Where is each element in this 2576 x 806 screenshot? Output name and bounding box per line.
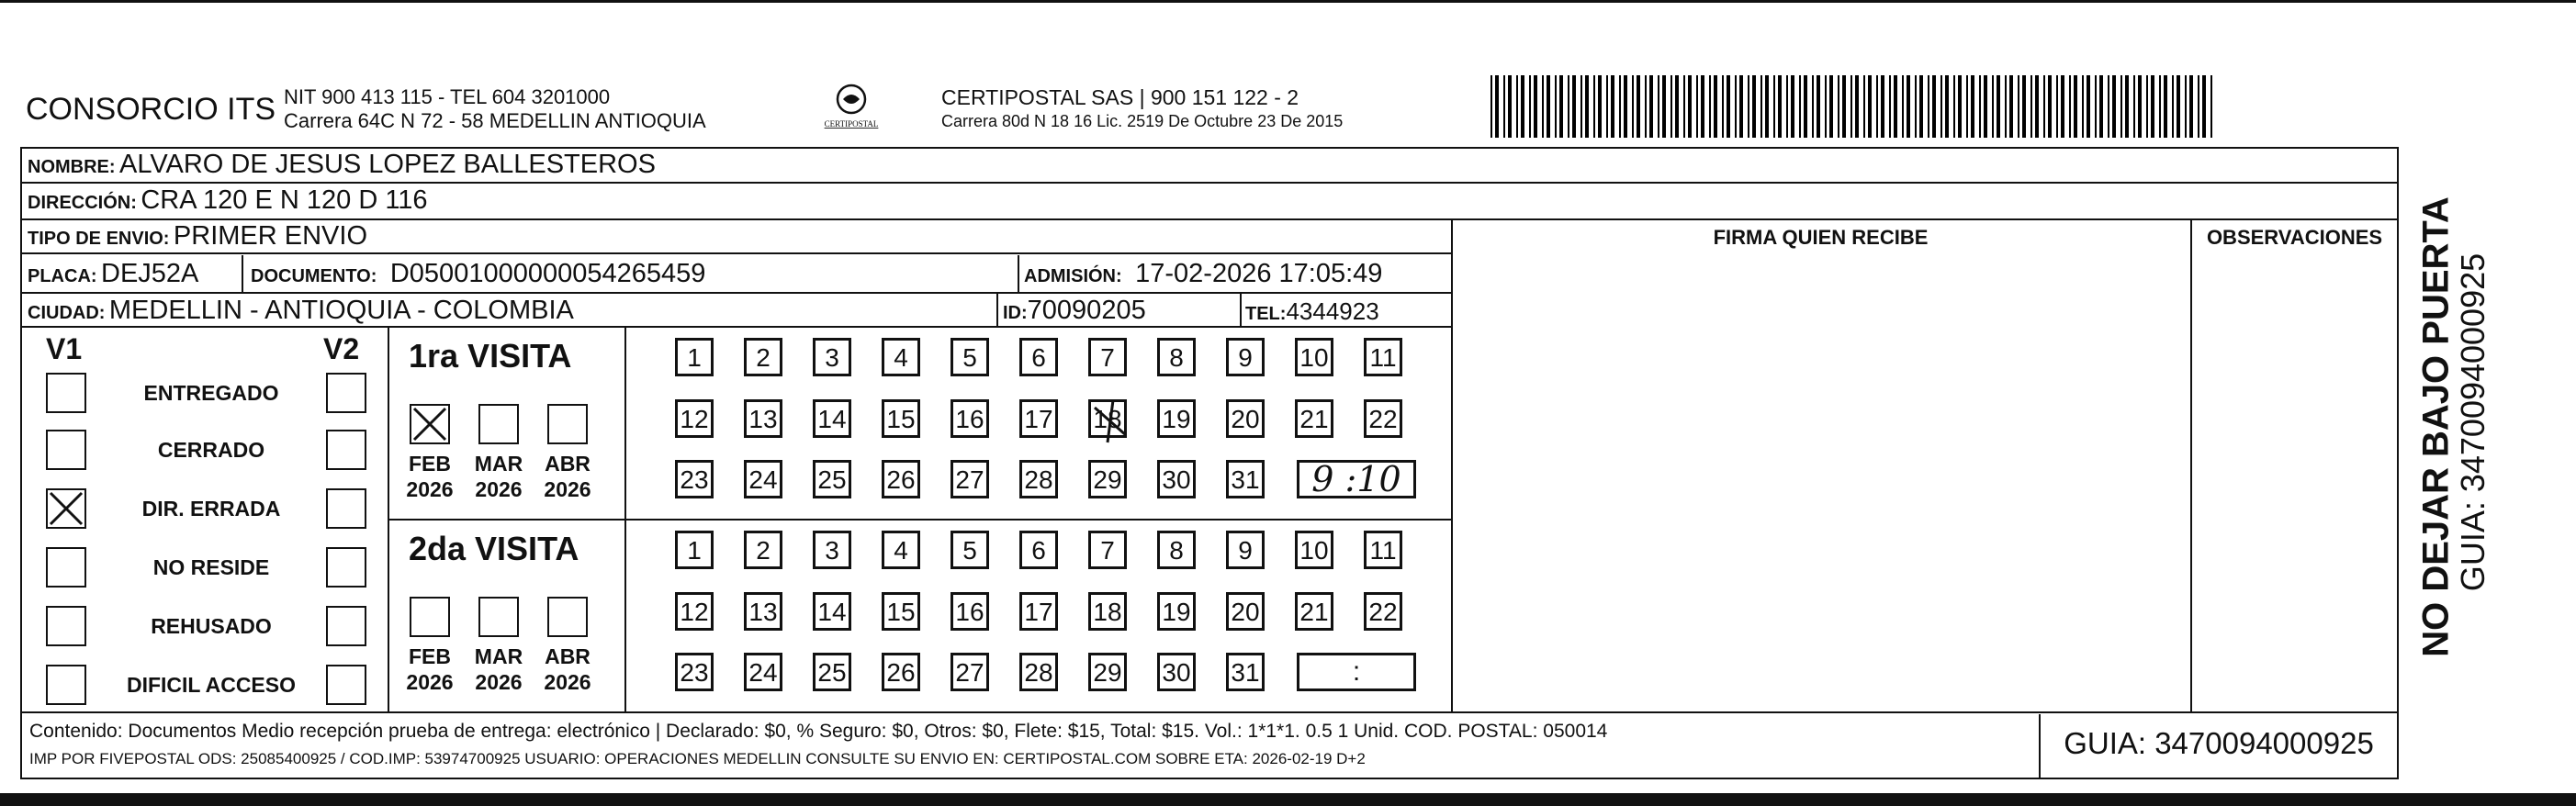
day-box[interactable]: 3 — [813, 531, 851, 569]
v1-checkbox[interactable] — [46, 606, 86, 646]
barcode-bar — [1958, 75, 1962, 138]
day-box[interactable]: 31 — [1226, 653, 1265, 691]
day-box[interactable]: 28 — [1019, 653, 1058, 691]
barcode-bar — [1529, 75, 1531, 138]
side-no-dejar: NO DEJAR BAJO PUERTA — [2415, 196, 2457, 657]
day-box[interactable]: 1 — [675, 531, 714, 569]
barcode-bar — [1907, 75, 1910, 138]
barcode-bar — [1722, 75, 1724, 138]
barcode-bar — [1902, 75, 1904, 138]
rule — [1240, 292, 1242, 326]
barcode-bar — [2074, 75, 2077, 138]
observaciones-header: OBSERVACIONES — [2206, 226, 2383, 249]
barcode-bar — [2198, 75, 2199, 138]
barcode-bar — [1765, 75, 1769, 138]
barcode-bar — [2018, 75, 2019, 138]
day-box[interactable]: 18 — [1088, 399, 1127, 438]
barcode-bar — [2146, 75, 2148, 138]
day-box[interactable]: 24 — [744, 460, 782, 498]
barcode-bar — [1778, 75, 1782, 138]
barcode-bar — [1791, 75, 1794, 138]
barcode-bar — [1624, 75, 1627, 138]
barcode-bar — [1606, 75, 1608, 138]
barcode-bar — [1508, 75, 1512, 138]
tel-value: 4344923 — [1286, 297, 1379, 325]
barcode-bar — [1971, 75, 1974, 138]
barcode-bar — [2172, 75, 2174, 138]
barcode-bar — [2061, 75, 2064, 138]
rule — [2397, 147, 2399, 713]
v2-checkbox[interactable] — [326, 606, 366, 646]
month-label: MAR — [474, 452, 523, 476]
barcode-bar — [1889, 75, 1891, 138]
barcode-bar — [1915, 75, 1917, 138]
status-label: NO RESIDE — [152, 555, 270, 579]
barcode-bar — [2056, 75, 2058, 138]
barcode-bar — [1611, 75, 1614, 138]
ciudad-label: CIUDAD: — [28, 303, 106, 323]
barcode-bar — [2108, 75, 2109, 138]
rule — [20, 326, 1453, 328]
day-box[interactable]: 25 — [813, 460, 851, 498]
barcode-bar — [1696, 75, 1698, 138]
day-box[interactable]: 18 — [1088, 592, 1127, 631]
day-box[interactable]: 30 — [1157, 460, 1196, 498]
time-box[interactable]: 9 :10 — [1297, 460, 1416, 498]
barcode-bar — [1662, 75, 1666, 138]
day-box[interactable]: 11 — [1364, 338, 1402, 376]
day-box[interactable]: 8 — [1157, 531, 1196, 569]
footer-contenido: Contenido: Documentos Medio recepción prueba de entrega: electrónico | Declarado: $0, % Seguro: $0, Otros: $0, Flete: $15, Total: $15. Vol.: 1*1*1. 0.5 1 Unid. COD. POSTAL: 050014 — [29, 721, 1608, 742]
barcode-bar — [2095, 75, 2097, 138]
day-box[interactable]: 31 — [1226, 460, 1265, 498]
day-box[interactable]: 14 — [813, 399, 851, 438]
visit-title: 1ra VISITA — [409, 337, 572, 375]
placa-label: PLACA: — [28, 266, 97, 286]
day-box[interactable]: 16 — [951, 399, 989, 438]
month-label: FEB — [409, 452, 451, 476]
barcode-bar — [1503, 75, 1505, 138]
barcode-bar — [1585, 75, 1589, 138]
barcode-bar — [1966, 75, 1968, 138]
tel-row — [1245, 297, 1379, 326]
status-label: CERRADO — [157, 438, 265, 462]
status-label: DIR. ERRADA — [141, 497, 281, 521]
barcode-bar — [1649, 75, 1653, 138]
day-box[interactable]: 27 — [951, 653, 989, 691]
day-box[interactable]: 23 — [675, 460, 714, 498]
barcode-bar — [1855, 75, 1859, 138]
bottom-edge — [0, 793, 2576, 806]
day-box[interactable]: 4 — [882, 338, 920, 376]
barcode-bar — [1559, 75, 1563, 138]
v1-header: V1 — [46, 332, 83, 365]
barcode-bar — [1838, 75, 1839, 138]
rule — [20, 252, 1453, 254]
id-label: ID: — [1003, 303, 1028, 323]
barcode-bar — [1804, 75, 1807, 138]
day-box[interactable]: 19 — [1157, 592, 1196, 631]
v2-checkbox[interactable] — [326, 665, 366, 705]
id-row — [1003, 296, 1146, 326]
barcode-bar — [2048, 75, 2052, 138]
day-box[interactable]: 26 — [882, 653, 920, 691]
day-box[interactable]: 20 — [1226, 592, 1265, 631]
barcode-bar — [2022, 75, 2026, 138]
barcode-bar — [2159, 75, 2161, 138]
placa-row — [28, 259, 198, 289]
rule — [20, 711, 2399, 713]
barcode-bar — [1876, 75, 1878, 138]
tipo-value: PRIMER ENVIO — [173, 221, 368, 251]
day-box[interactable]: 22 — [1364, 592, 1402, 631]
day-box[interactable]: 19 — [1157, 399, 1196, 438]
day-box[interactable]: 15 — [882, 592, 920, 631]
month-checkbox[interactable] — [478, 404, 519, 444]
barcode-bar — [1868, 75, 1872, 138]
rule — [996, 292, 998, 326]
barcode-bar — [2112, 75, 2116, 138]
v1-checkbox[interactable] — [46, 488, 86, 529]
barcode-bar — [1812, 75, 1814, 138]
barcode-bar — [2099, 75, 2103, 138]
admision-value: 17-02-2026 17:05:49 — [1135, 259, 1383, 288]
barcode — [1490, 75, 2216, 138]
barcode-bar — [2189, 75, 2193, 138]
company-address: Carrera 64C N 72 - 58 MEDELLIN ANTIOQUIA — [284, 109, 706, 132]
day-box[interactable]: 3 — [813, 338, 851, 376]
barcode-bar — [2138, 75, 2142, 138]
nombre-label: NOMBRE: — [28, 157, 116, 177]
barcode-bar — [2133, 75, 2135, 138]
barcode-bar — [2087, 75, 2090, 138]
day-box[interactable]: 17 — [1019, 399, 1058, 438]
documento-value: D05001000000054265459 — [389, 259, 706, 288]
ciudad-row — [28, 296, 574, 326]
barcode-bar — [1516, 75, 1518, 138]
barcode-bar — [1490, 75, 1492, 138]
placa-value: DEJ52A — [101, 259, 199, 288]
v1-checkbox[interactable] — [46, 373, 86, 413]
company-name: CONSORCIO ITS — [26, 92, 276, 127]
documento-label: DOCUMENTO: — [251, 266, 377, 286]
top-edge — [0, 0, 2576, 3]
admision-label: ADMISIÓN: — [1024, 266, 1122, 286]
rule — [20, 218, 2399, 220]
day-box[interactable]: 9 — [1226, 531, 1265, 569]
v2-checkbox[interactable] — [326, 430, 366, 470]
barcode-bar — [1932, 75, 1936, 138]
barcode-bar — [1984, 75, 1987, 138]
month-label: FEB — [409, 644, 451, 668]
barcode-bar — [1683, 75, 1685, 138]
barcode-bar — [1817, 75, 1820, 138]
month-year: 2026 — [475, 670, 523, 694]
day-box[interactable]: 8 — [1157, 338, 1196, 376]
barcode-bar — [1979, 75, 1981, 138]
v1-checkbox[interactable] — [46, 547, 86, 588]
barcode-bar — [1495, 75, 1499, 138]
nombre-row — [28, 150, 656, 180]
rule — [20, 778, 2399, 779]
side-guia: GUIA: 3470094000925 — [2454, 252, 2492, 592]
day-box[interactable]: 2 — [744, 531, 782, 569]
rule — [20, 147, 2399, 149]
barcode-bar — [1953, 75, 1955, 138]
barcode-bar — [1709, 75, 1711, 138]
barcode-bar — [1752, 75, 1756, 138]
day-box[interactable]: 20 — [1226, 399, 1265, 438]
admision-row — [1024, 259, 1382, 289]
month-label: ABR — [545, 452, 591, 476]
month-checkbox[interactable] — [478, 597, 519, 637]
direccion-row — [28, 185, 428, 216]
barcode-bar — [1688, 75, 1692, 138]
footer-guia: GUIA: 3470094000925 — [2064, 726, 2374, 760]
barcode-bar — [1825, 75, 1827, 138]
month-label: MAR — [474, 644, 523, 668]
day-box[interactable]: 23 — [675, 653, 714, 691]
rule — [388, 519, 1453, 521]
tel-label: TEL: — [1245, 304, 1287, 324]
barcode-bar — [1521, 75, 1524, 138]
certipostal-logo — [810, 83, 893, 138]
day-box[interactable]: 27 — [951, 460, 989, 498]
barcode-bar — [1850, 75, 1852, 138]
barcode-bar — [1739, 75, 1743, 138]
direccion-label: DIRECCIÓN: — [28, 193, 137, 213]
tipo-label: TIPO DE ENVIO: — [28, 229, 170, 249]
barcode-bar — [2125, 75, 2129, 138]
barcode-bar — [1997, 75, 2000, 138]
month-checkbox[interactable] — [410, 404, 450, 444]
barcode-bar — [1534, 75, 1537, 138]
rule — [1451, 218, 1453, 713]
rule — [1018, 255, 1019, 292]
barcode-bar — [1940, 75, 1942, 138]
company-nit: NIT 900 413 115 - TEL 604 3201000 — [284, 85, 611, 108]
status-label: DIFICIL ACCESO — [126, 673, 296, 697]
day-box[interactable]: 9 — [1226, 338, 1265, 376]
barcode-bar — [1928, 75, 1929, 138]
barcode-bar — [2202, 75, 2206, 138]
day-box[interactable]: 25 — [813, 653, 851, 691]
day-box[interactable]: 14 — [813, 592, 851, 631]
v1-checkbox[interactable] — [46, 430, 86, 470]
certipostal-line2: Carrera 80d N 18 16 Lic. 2519 De Octubre 23 De 2015 — [941, 112, 1344, 130]
v2-checkbox[interactable] — [326, 547, 366, 588]
month-year: 2026 — [406, 477, 454, 501]
barcode-bar — [1773, 75, 1775, 138]
month-year: 2026 — [475, 477, 523, 501]
month-checkbox[interactable] — [547, 404, 588, 444]
day-box[interactable]: 10 — [1295, 531, 1333, 569]
nombre-value: ALVARO DE JESUS LOPEZ BALLESTEROS — [119, 150, 656, 179]
day-box[interactable]: 6 — [1019, 338, 1058, 376]
barcode-bar — [2009, 75, 2013, 138]
visit-title: 2da VISITA — [409, 530, 579, 567]
day-box[interactable]: 5 — [951, 531, 989, 569]
documento-row — [251, 259, 705, 289]
v2-header: V2 — [323, 332, 360, 365]
barcode-bar — [1881, 75, 1884, 138]
barcode-bar — [1572, 75, 1576, 138]
barcode-bar — [1593, 75, 1595, 138]
day-box[interactable]: 11 — [1364, 531, 1402, 569]
day-box[interactable]: 10 — [1295, 338, 1333, 376]
barcode-bar — [2210, 75, 2212, 138]
day-box[interactable]: 22 — [1364, 399, 1402, 438]
barcode-bar — [1555, 75, 1557, 138]
barcode-bar — [1748, 75, 1749, 138]
v2-checkbox[interactable] — [326, 373, 366, 413]
barcode-bar — [1760, 75, 1762, 138]
barcode-bar — [1894, 75, 1897, 138]
day-box[interactable]: 12 — [675, 399, 714, 438]
id-value: 70090205 — [1027, 296, 1146, 325]
rule — [20, 147, 22, 713]
barcode-bar — [1727, 75, 1730, 138]
barcode-bar — [2185, 75, 2187, 138]
day-box[interactable]: 7 — [1088, 338, 1127, 376]
tipo-row — [28, 221, 367, 252]
barcode-bar — [1670, 75, 1672, 138]
day-box[interactable]: 12 — [675, 592, 714, 631]
day-box[interactable]: 16 — [951, 592, 989, 631]
barcode-bar — [1992, 75, 1994, 138]
barcode-bar — [1637, 75, 1640, 138]
day-box[interactable]: 7 — [1088, 531, 1127, 569]
barcode-bar — [1735, 75, 1737, 138]
rule — [2397, 711, 2399, 779]
day-box[interactable]: 1 — [675, 338, 714, 376]
rule — [20, 711, 22, 779]
barcode-bar — [2082, 75, 2084, 138]
status-label: REHUSADO — [151, 614, 272, 638]
day-box[interactable]: 29 — [1088, 460, 1127, 498]
barcode-bar — [1701, 75, 1704, 138]
month-checkbox[interactable] — [547, 597, 588, 637]
rule — [242, 255, 243, 292]
barcode-bar — [2177, 75, 2180, 138]
month-year: 2026 — [406, 670, 454, 694]
barcode-bar — [1580, 75, 1582, 138]
barcode-bar — [1829, 75, 1833, 138]
barcode-bar — [1645, 75, 1647, 138]
time-box[interactable]: : — [1297, 653, 1416, 691]
day-box[interactable]: 21 — [1295, 399, 1333, 438]
barcode-bar — [2030, 75, 2032, 138]
barcode-bar — [1945, 75, 1949, 138]
barcode-bar — [2005, 75, 2007, 138]
month-year: 2026 — [544, 477, 591, 501]
day-box[interactable]: 5 — [951, 338, 989, 376]
barcode-bar — [1658, 75, 1659, 138]
day-box[interactable]: 28 — [1019, 460, 1058, 498]
barcode-bar — [2164, 75, 2167, 138]
v1-checkbox[interactable] — [46, 665, 86, 705]
barcode-bar — [1919, 75, 1923, 138]
barcode-bar — [1542, 75, 1544, 138]
barcode-bar — [2069, 75, 2071, 138]
rule — [20, 182, 2399, 184]
rule — [2190, 218, 2192, 713]
barcode-bar — [1714, 75, 1717, 138]
direccion-value: CRA 120 E N 120 D 116 — [141, 185, 428, 215]
day-box[interactable]: 6 — [1019, 531, 1058, 569]
day-box[interactable]: 30 — [1157, 653, 1196, 691]
barcode-bar — [1863, 75, 1865, 138]
barcode-bar — [1632, 75, 1634, 138]
barcode-bar — [1598, 75, 1602, 138]
month-label: ABR — [545, 644, 591, 668]
day-box[interactable]: 2 — [744, 338, 782, 376]
day-box[interactable]: 21 — [1295, 592, 1333, 631]
svg-text:CERTIPOSTAL: CERTIPOSTAL — [824, 119, 879, 129]
rule — [20, 292, 1453, 294]
barcode-bar — [2151, 75, 2154, 138]
day-box[interactable]: 13 — [744, 399, 782, 438]
day-box[interactable]: 13 — [744, 592, 782, 631]
barcode-bar — [2043, 75, 2045, 138]
barcode-bar — [1568, 75, 1569, 138]
day-box[interactable]: 29 — [1088, 653, 1127, 691]
day-box[interactable]: 15 — [882, 399, 920, 438]
month-checkbox[interactable] — [410, 597, 450, 637]
footer-imp: IMP POR FIVEPOSTAL ODS: 25085400925 / COD.IMP: 53974700925 USUARIO: OPERACIONES MEDELLIN CONSULTE SU ENVIO EN: CERTIPOSTAL.COM SOBRE ETA: 2026-02-19 D+2 — [29, 750, 1366, 767]
barcode-bar — [1842, 75, 1846, 138]
ciudad-value: MEDELLIN - ANTIOQUIA - COLOMBIA — [108, 296, 574, 325]
day-box[interactable]: 4 — [882, 531, 920, 569]
firma-header: FIRMA QUIEN RECIBE — [1713, 226, 1929, 249]
barcode-bar — [1799, 75, 1801, 138]
barcode-bar — [1547, 75, 1550, 138]
day-box[interactable]: 17 — [1019, 592, 1058, 631]
day-box[interactable]: 24 — [744, 653, 782, 691]
day-box[interactable]: 26 — [882, 460, 920, 498]
v2-checkbox[interactable] — [326, 488, 366, 529]
barcode-bar — [2120, 75, 2122, 138]
barcode-bar — [2035, 75, 2039, 138]
status-label: ENTREGADO — [143, 381, 279, 405]
barcode-bar — [1619, 75, 1621, 138]
barcode-bar — [1675, 75, 1679, 138]
month-year: 2026 — [544, 670, 591, 694]
barcode-bar — [1786, 75, 1788, 138]
certipostal-line1: CERTIPOSTAL SAS | 900 151 122 - 2 — [941, 85, 1299, 109]
